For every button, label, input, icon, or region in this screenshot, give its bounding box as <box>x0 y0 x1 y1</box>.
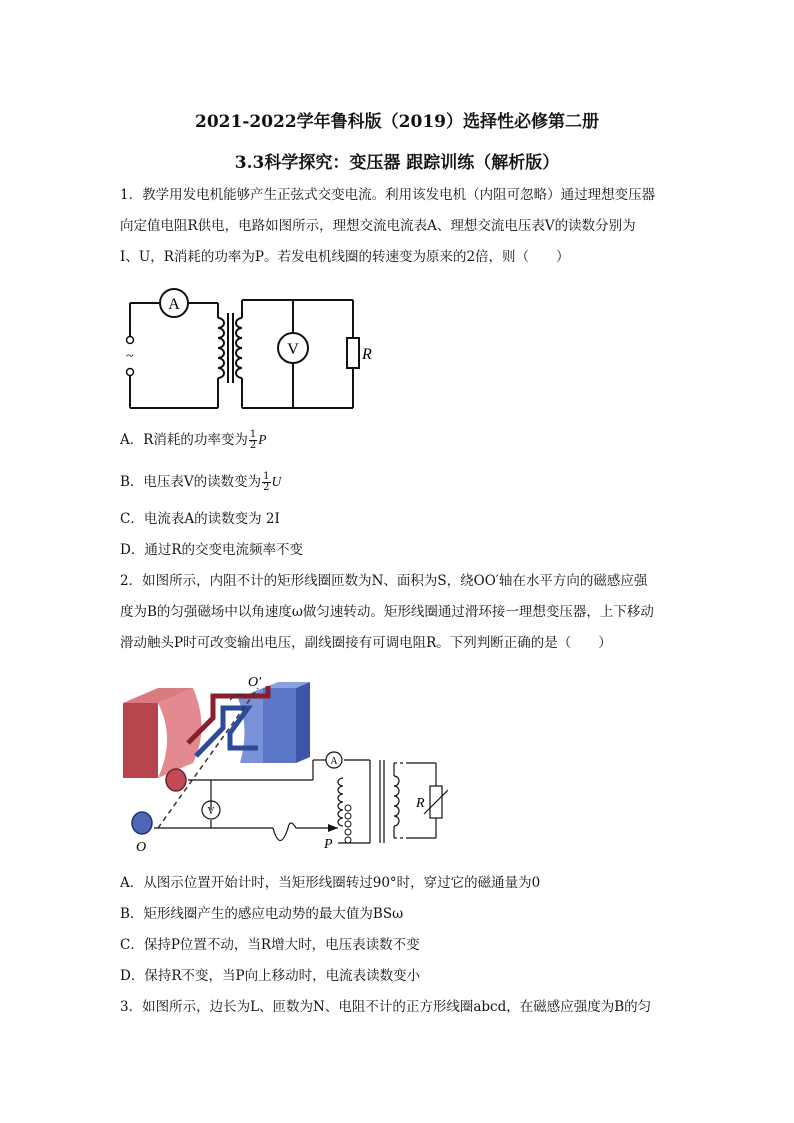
q1-option-b: B．电压表V的读数变为 $\frac{1}{2}$ U <box>120 471 282 493</box>
q1-ammeter-label: A <box>168 296 180 313</box>
q1-stem-line3: I、U，R消耗的功率为P。若发电机线圈的转速变为原来的2倍，则（ ） <box>120 249 570 265</box>
q2-axis-bottom-label: O <box>136 840 147 855</box>
q2-ammeter-label: A <box>330 756 338 767</box>
q1-option-c: C．电流表A的读数变为 2I <box>120 511 280 527</box>
q3-stem-line1: 3．如图所示，边长为L、匝数为N、电阻不计的正方形线圈abcd，在磁感应强度为B的匀 <box>120 999 652 1015</box>
q2-option-b: B．矩形线圈产生的感应电动势的最大值为BSω <box>120 906 404 922</box>
q2-stem-line1: 2．如图所示，内阻不计的矩形线圈匝数为N、面积为S，绕OO′轴在水平方向的磁感应强 <box>120 573 648 589</box>
q2-stem-line2: 度为B的匀强磁场中以角速度ω做匀速转动。矩形线圈通过滑环接一理想变压器，上下移动 <box>120 604 654 620</box>
q2-option-c: C．保持P位置不动，当R增大时，电压表读数不变 <box>120 937 420 953</box>
q1-option-d: D．通过R的交变电流频率不变 <box>120 542 303 558</box>
q1-circuit-diagram <box>118 288 378 413</box>
q1-source-label: ~ <box>126 349 134 364</box>
document-subtitle: 3.3科学探究：变压器 跟踪训练（解析版） <box>234 153 560 173</box>
q1-voltmeter-label: V <box>287 341 299 358</box>
q2-voltmeter-label: V <box>207 806 215 817</box>
q1-stem-line2: 向定值电阻R供电，电路如图所示，理想交流电流表A、理想交流电压表V的读数分别为 <box>120 218 636 234</box>
q1-stem-line1: 1．教学用发电机能够产生正弦式交变电流。利用该发电机（内阻可忽略）通过理想变压器 <box>120 187 656 203</box>
q2-axis-top-label: O′ <box>248 675 262 690</box>
q2-slider-label: P <box>324 837 333 852</box>
q2-option-d: D．保持R不变，当P向上移动时，电流表读数变小 <box>120 968 421 984</box>
q2-stem-line3: 滑动触头P时可改变输出电压，副线圈接有可调电阻R。下列判断正确的是（ ） <box>120 635 612 651</box>
q2-generator-diagram <box>118 668 448 858</box>
document-title: 2021-2022学年鲁科版（2019）选择性必修第二册 <box>195 112 599 132</box>
q2-resistor-label: R <box>416 796 425 811</box>
q1-option-a: A．R消耗的功率变为 $\frac{1}{2}$ P <box>120 429 267 451</box>
q2-option-a: A．从图示位置开始计时，当矩形线圈转过90°时，穿过它的磁通量为0 <box>120 875 541 891</box>
q1-resistor-label: R <box>362 346 372 363</box>
